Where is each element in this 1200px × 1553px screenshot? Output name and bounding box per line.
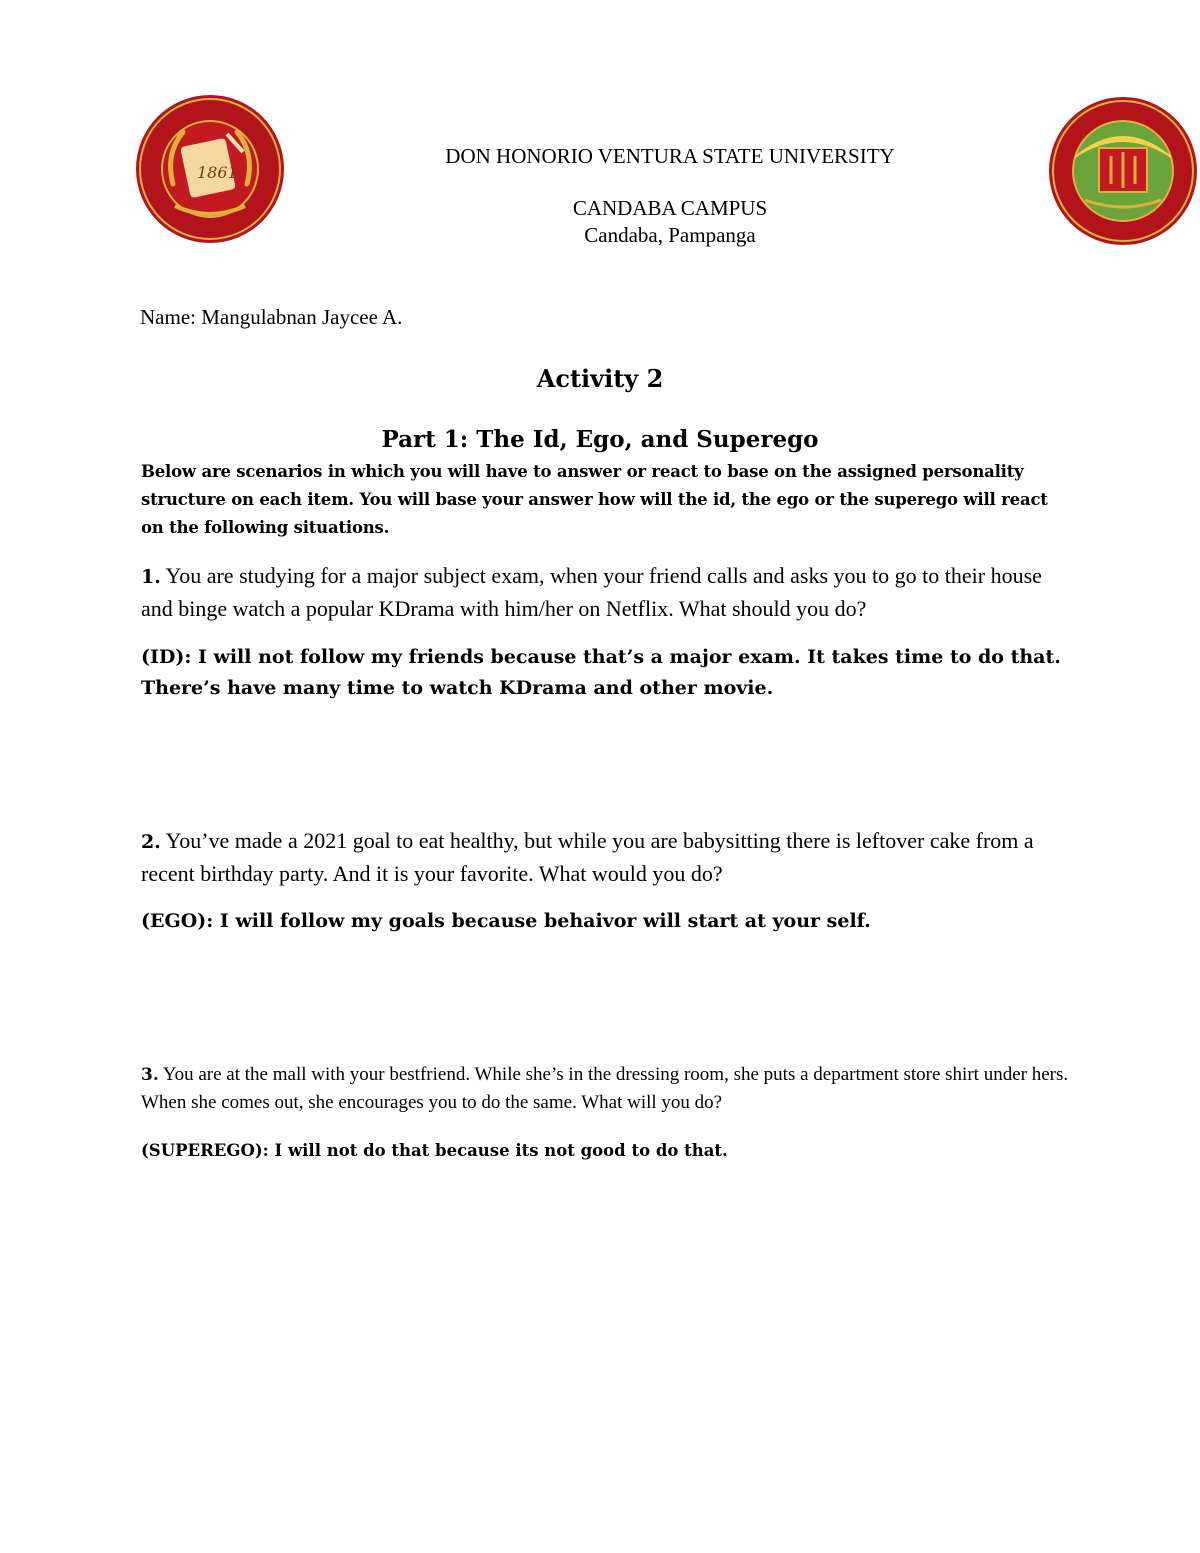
question-number: 1. [141,566,161,588]
campus-location: Candaba, Pampanga [584,223,756,247]
answer-1: (ID): I will not follow my friends because that’s a major exam. It takes time to do that. There’s have many time to watch KDrama and other movie. [141,646,1061,699]
question-number: 2. [141,831,161,853]
seal-year-text: 1861 [197,163,238,182]
question-text: You are at the mall with your bestfriend. While she’s in the dressing room, she puts a department store shirt under hers. When she comes out, she encourages you to do the same. What will you do? [141,1064,1069,1113]
question-2 [141,825,1071,889]
part-title: Part 1: The Id, Ego, and Superego [381,426,819,453]
answer-3: (SUPEREGO): I will not do that because its not good to do that. [141,1141,728,1160]
question-text: You are studying for a major subject exam, when your friend calls and asks you to go to their house and binge watch a popular KDrama with him/her on Netflix. What should you do? [141,563,1042,621]
question-text: You’ve made a 2021 goal to eat healthy, but while you are babysitting there is leftover cake from a recent birthday party. And it is your favorite. What would you do? [141,828,1034,886]
answer-2: (EGO): I will follow my goals because behaivor will start at your self. [141,910,871,932]
instructions: Below are scenarios in which you will have to answer or react to base on the assigned personality structure on each item. You will base your answer how will the id, the ego or the superego will react on the following situations. [141,462,1048,537]
question-number: 3. [141,1065,159,1085]
university-seal-logo [135,94,285,244]
question-1 [141,560,1071,624]
question-3 [141,1061,1071,1117]
activity-title: Activity 2 [536,364,664,393]
student-name: Name: Mangulabnan Jaycee A. [140,305,403,329]
campus-name: CANDABA CAMPUS [572,196,768,220]
university-name: DON HONORIO VENTURA STATE UNIVERSITY [445,144,895,168]
